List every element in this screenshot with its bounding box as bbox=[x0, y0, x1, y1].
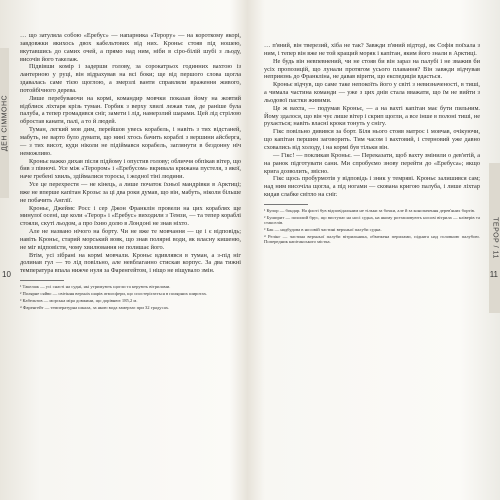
paragraph: Усе це перехрестя — не кінець, а лише початок їхньої мандрівки в Арктиці; вже не вперше капітан Крозьє за ці два роки думав, що він, мабуть, ніколи більше не побачить Англії. bbox=[20, 181, 241, 204]
spine-tab-left bbox=[0, 48, 9, 198]
paragraph: Туман, легкий мов дим, перейшов увесь корабель, і навіть з тих відстаней, мабуть, не варто було думати, що нині хтось бачить кораблі з вершини айсберга, — з тих висот, куди ніколи не підіймався корабель, заглянути в бездонну ніч неможливо. bbox=[20, 126, 241, 157]
paragraph: Не будь він невпевнений, чи не стояв би він зараз на палубі і не зважив би усіх пропозицій, що лунали протягом усього плавання? Він завжди відчував неприязнь до Франкліна, не давав вірити, що експедиція вдасться. bbox=[264, 57, 480, 81]
paragraph: Кроньє, Джеймс Росс і сер Джон Франклін провели на цих кораблях ще минулої осені, ще коли «Терор» і «Еребус» виходили з Темзи, — та тепер кораблі стояли, скуті льодом, а про їхню долю в Лондоні не знав ніхто. bbox=[20, 204, 241, 228]
page-number-left: 10 bbox=[2, 270, 11, 279]
footnote-divider bbox=[264, 204, 308, 205]
footnote: ³ Кабельтов — морська міра довжини, що дорівнює 185,2 м. bbox=[20, 297, 138, 303]
left-page bbox=[0, 8, 245, 492]
paragraph: Гікс щось пробурмотів у відповідь і зник у темряві. Кроньє залишився сам; над ним височіла щогла, а під ногами — скована кригою палуба, і лише ліхтар кидав слабке світло на сніг. bbox=[264, 175, 480, 199]
paragraph: Втім, усі зібрані на кормі мовчали. Кроньє вдивлявся в туман, а з-під ніг долинав гул — то лід повільно, але невблаганно стискав корпус. За два тижні температура впала нижче нуля за Фаренгейтом, і ніщо не віщувало змін. bbox=[20, 251, 241, 275]
footnote: ¹ Такелаж — усі снасті на судні, які утримують щогли та керують вітрилами. bbox=[20, 284, 171, 290]
paragraph: Кроньє відчув, що саме таке непокоїть його у світі з невизначеності, в тиші, а чимала частина команди — уже з цих днів стала вважати, що їм не вийти з льодової пастки живими. bbox=[264, 81, 480, 104]
spine-title: ТЕРОР / 11 bbox=[491, 217, 498, 259]
paragraph: Гікс повільно дивився за борт. Біля нього стояв матрос і мовчав, очікуючи, що капітан першим заговорить. Тим часом і вахтовий, і стерновий уже давно сховались від холоду, і на кормі був тільки він. bbox=[264, 128, 480, 151]
page-number-right: 11 bbox=[489, 270, 498, 279]
paragraph: Кроньє важко дихав після підйому і опустив голову; обличчя обпікав вітер, що бив з півночі. Усе між «Терором» і «Еребусом» вкривала крижана пустеля, з якої, наче гребені хвиль, здіймалися торосы, і жодної тіні людини. bbox=[20, 157, 241, 181]
paragraph: Але не названо нічого на борту. Чи не вже те мовчання — це і є відповідь; навіть Кроньє, старий морський вовк, що знав полярні води, як власну кишеню, не міг відповісти, чому хвилювання не полишає його. bbox=[20, 228, 241, 251]
paragraph: Лише перебуваючи на кормі, командир мовчки показав йому на жовтий відблиск ліхтаря крізь туман. Горбик з верху хвилі лежав там, де раніше була палуба, а тепер громадився сніг, замети і лід, намерзлий шарами. Цей лід стрілою обростав канати, палі, а то й людей. bbox=[20, 94, 241, 126]
paragraph: Підвівши комір і задерши голову, за сорокатрьох годинних вахтою із лантерною у руці, він відрахував на всі боки; ще від першого слова щогла здавалась саме тією щоглою, а змерзлі ванти справляли враження живого, потойбічного дерева. bbox=[20, 63, 241, 94]
spine-tab-right bbox=[489, 163, 500, 313]
footnote: ² Полярне сяйво — світіння верхніх шарів атмосфери, що спостерігається в полярних широтах. bbox=[20, 290, 208, 296]
footnote: ³ Бак — надбудова в носовій частині верхньої палуби судна. bbox=[264, 227, 382, 233]
spine-author: ДЕН СІММОНС bbox=[1, 94, 8, 152]
right-page bbox=[254, 8, 500, 492]
footnote: ⁴ Фаренгейт — температурна шкала, за якою вода замерзає при 32 градусах. bbox=[20, 304, 170, 310]
footnote: ² Бушприт — похилий брус, що виступає на носі судна, на якому розташовують носові вітрила — кліверів та стакселів. bbox=[264, 214, 480, 226]
paragraph: Це ж вахта, — подумав Кроньє, — а на вахті капітан має бути пильним. Йому здалося, що він чує лише вітер і скрип щогли, а все інше в полоні тиші, не рухається; навіть власні кроки тонуть у снігу. bbox=[264, 104, 480, 128]
right-text-column bbox=[264, 42, 480, 246]
footnote: ¹ Купор — бондар. На флоті був відповідальним не тільки за бочки, але й за конопачення дерев'яних бортів. bbox=[264, 207, 476, 213]
paragraph: … п'яний, він тверезий, хіба не так? Завжди п'яний відтоді, як Софія поїхала з ним, і тепер він вже не той кращий моряк і капітан, яким його знали в Арктиці. bbox=[264, 42, 480, 57]
left-text-column bbox=[20, 32, 241, 311]
paragraph: — Гікс! — покликав Кроньє. — Переказати, щоб вахту змінили о дев'ятій, а на ранок підготувати сани. Ми спробуємо знову перейти до «Еребуса»; якщо крига дозволить, звісно. bbox=[264, 151, 480, 175]
footnote: ⁴ Релінг — частина верхньої палуби вітрильника, обмежена перилами, піднята над головною палубою. Попередник капітанського містка. bbox=[264, 233, 480, 245]
paragraph: … що затуляла собою «Еребус» — напарника «Терору» — на короткому якорі, завдовжки якихось двох кабельтових від них. Кроньє стояв під ношею, вкутавшись до самих очей, а прямо над ним, ніби в сіро-білій шубі з льоду, височів його такелаж. bbox=[20, 32, 241, 63]
footnote-divider bbox=[20, 280, 64, 281]
